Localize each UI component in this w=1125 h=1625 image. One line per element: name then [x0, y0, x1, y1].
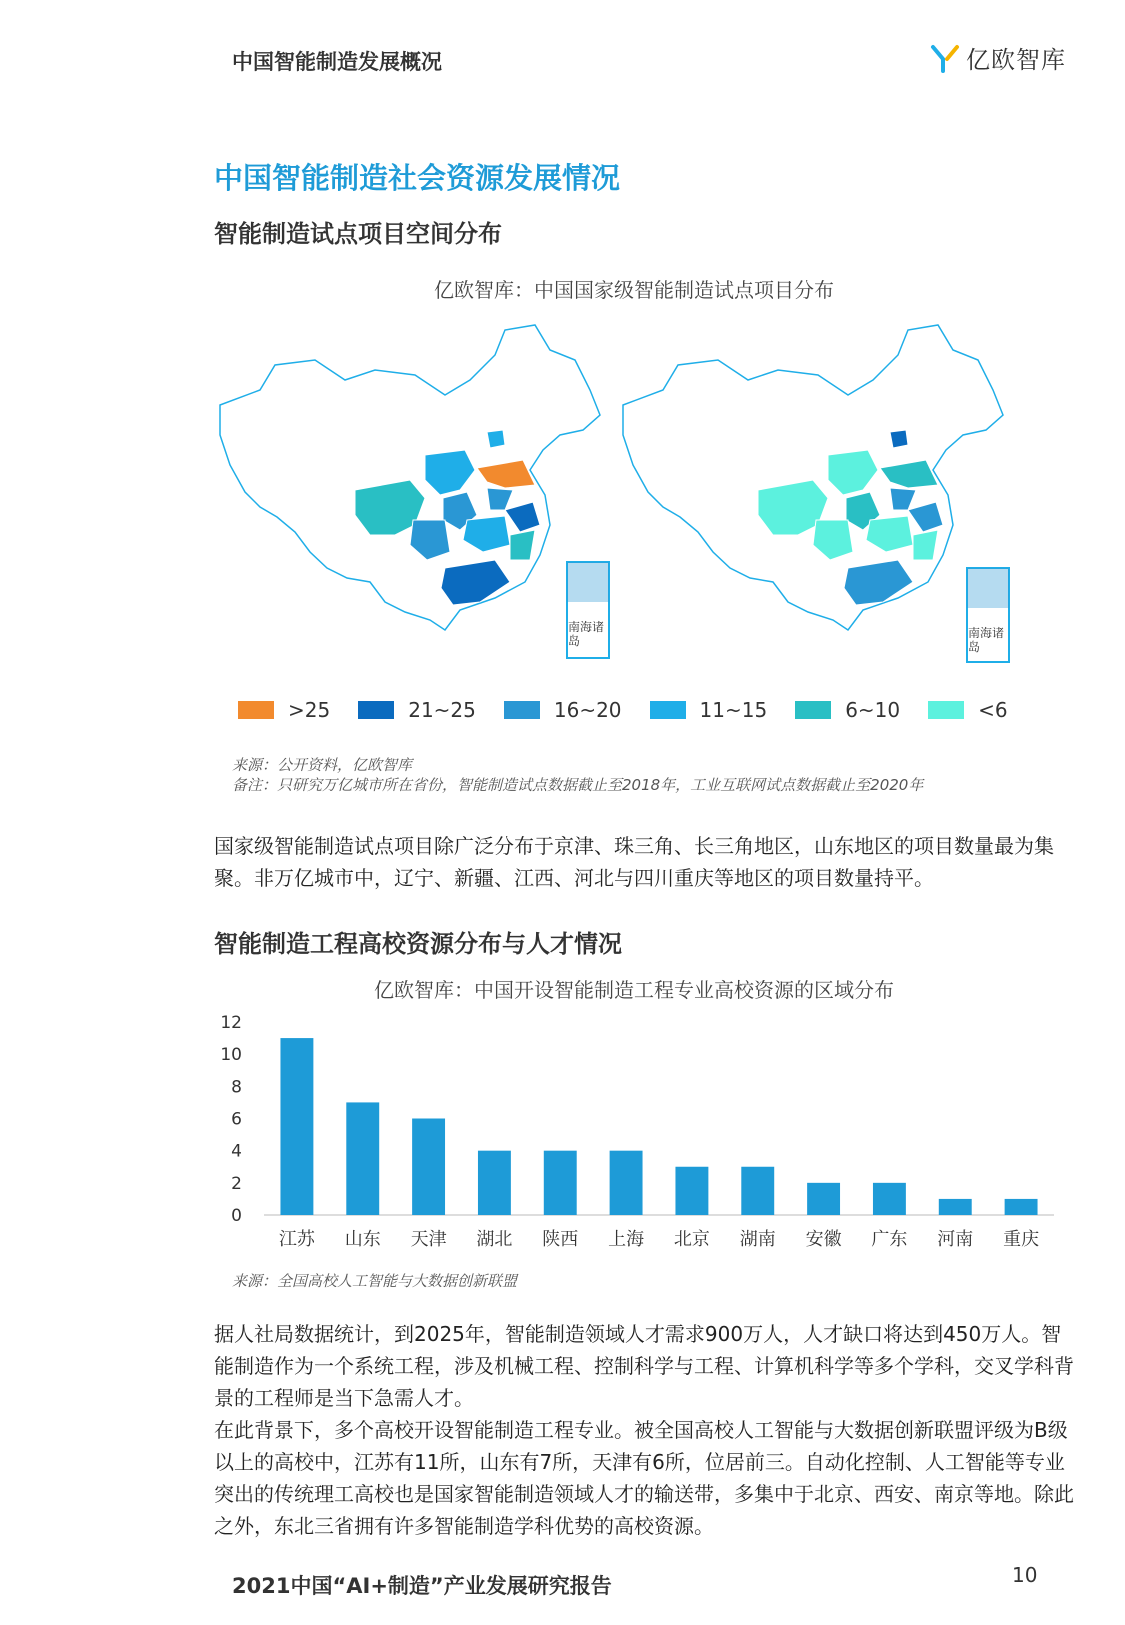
map-paragraph: 国家级智能制造试点项目除广泛分布于京津、珠三角、长三角地区，山东地区的项目数量最为集聚。非万亿城市中，辽宁、新疆、江西、河北与四川重庆等地区的项目数量持平。 — [214, 834, 1054, 890]
legend-label: 6~10 — [845, 698, 901, 722]
y-tick-label: 0 — [231, 1206, 242, 1226]
map-right — [623, 325, 1003, 630]
bar-subtitle: 智能制造工程高校资源分布与人才情况 — [214, 930, 622, 958]
bar — [346, 1102, 379, 1215]
map-left — [220, 325, 600, 630]
bar — [939, 1199, 972, 1215]
bar-chart-title: 亿欧智库：中国开设智能制造工程专业高校资源的区域分布 — [374, 978, 894, 1002]
header-title: 中国智能制造发展概况 — [232, 50, 442, 74]
x-tick-label: 重庆 — [1003, 1229, 1040, 1250]
bar — [478, 1151, 511, 1215]
legend-swatch — [358, 701, 394, 719]
page-number: 10 — [1012, 1563, 1038, 1587]
legend-label: 11~15 — [699, 698, 768, 722]
x-tick-label: 陕西 — [542, 1229, 579, 1250]
brand-logo — [930, 40, 1066, 75]
map-left-inset-label: 南海诸岛 — [568, 620, 605, 648]
y-tick-label: 10 — [220, 1045, 242, 1066]
bar — [873, 1183, 906, 1215]
y-tick-label: 2 — [231, 1173, 242, 1194]
bar-paragraph-1: 据人社局数据统计，到2025年，智能制造领域人才需求900万人，人才缺口将达到450万人。智能制造作为一个系统工程，涉及机械工程、控制科学与工程、计算机科学等多个学科，交叉学科背景的工程师是当下急需人才。 — [214, 1322, 1074, 1410]
x-tick-label: 上海 — [608, 1229, 645, 1250]
legend-item — [358, 698, 476, 722]
legend-item — [928, 698, 1007, 722]
map-chart-title: 亿欧智库：中国国家级智能制造试点项目分布 — [434, 278, 834, 302]
y-tick-label: 6 — [231, 1109, 242, 1130]
x-tick-label: 山东 — [344, 1229, 381, 1250]
map-note: 备注：只研究万亿城市所在省份，智能制造试点数据截止至2018年，工业互联网试点数据截止至2020年 — [232, 776, 924, 794]
bar — [544, 1151, 577, 1215]
bar-paragraph-2: 在此背景下，多个高校开设智能制造工程专业。被全国高校人工智能与大数据创新联盟评级为B级以上的高校中，江苏有11所，山东有7所，天津有6所，位居前三。自动化控制、人工智能等专业突出的传统理工高校也是国家智能制造领域人才的输送带，多集中于北京、西安、南京等地。除此之外，东北三省拥有许多智能制造学科优势的高校资源。 — [214, 1418, 1074, 1538]
legend-item — [650, 698, 768, 722]
legend-item — [238, 698, 330, 722]
bar — [807, 1183, 840, 1215]
legend-item — [795, 698, 900, 722]
legend-label: <6 — [978, 698, 1008, 722]
x-tick-label: 广东 — [871, 1229, 908, 1250]
legend-label: >25 — [288, 698, 331, 722]
legend-swatch — [650, 701, 686, 719]
y-tick-label: 12 — [220, 1013, 242, 1033]
bar-chart — [214, 1010, 1064, 1260]
legend-label: 16~20 — [553, 698, 622, 722]
bar — [412, 1119, 445, 1216]
brand-logo-icon — [930, 43, 960, 73]
section-title: 中国智能制造社会资源发展情况 — [214, 161, 621, 195]
legend-label: 21~25 — [408, 698, 476, 722]
map-right-inset-label: 南海诸岛 — [968, 626, 1005, 654]
bar — [675, 1167, 708, 1215]
x-tick-label: 北京 — [673, 1229, 710, 1250]
x-tick-label: 江苏 — [278, 1229, 315, 1250]
legend-swatch — [238, 701, 274, 719]
map-subtitle: 智能制造试点项目空间分布 — [214, 220, 502, 248]
map-source: 来源：公开资料，亿欧智库 — [232, 756, 413, 774]
legend-swatch — [795, 701, 831, 719]
x-tick-label: 安徽 — [805, 1229, 842, 1250]
map-legend — [238, 698, 1036, 722]
legend-swatch — [504, 701, 540, 719]
brand-name: 亿欧智库 — [966, 46, 1066, 74]
bar-source: 来源：全国高校人工智能与大数据创新联盟 — [232, 1272, 518, 1290]
legend-swatch — [928, 701, 964, 719]
x-tick-label: 河南 — [937, 1229, 974, 1250]
bar — [1005, 1199, 1038, 1215]
footer-title: 2021中国“AI+制造”产业发展研究报告 — [232, 1574, 612, 1598]
bar — [610, 1151, 643, 1215]
x-tick-label: 湖北 — [476, 1229, 513, 1250]
x-tick-label: 湖南 — [739, 1229, 776, 1250]
legend-item — [504, 698, 622, 722]
y-tick-label: 4 — [231, 1141, 242, 1162]
x-tick-label: 天津 — [410, 1229, 447, 1250]
bar — [280, 1038, 313, 1215]
y-tick-label: 8 — [231, 1077, 242, 1098]
bar — [741, 1167, 774, 1215]
china-maps — [205, 320, 1025, 680]
